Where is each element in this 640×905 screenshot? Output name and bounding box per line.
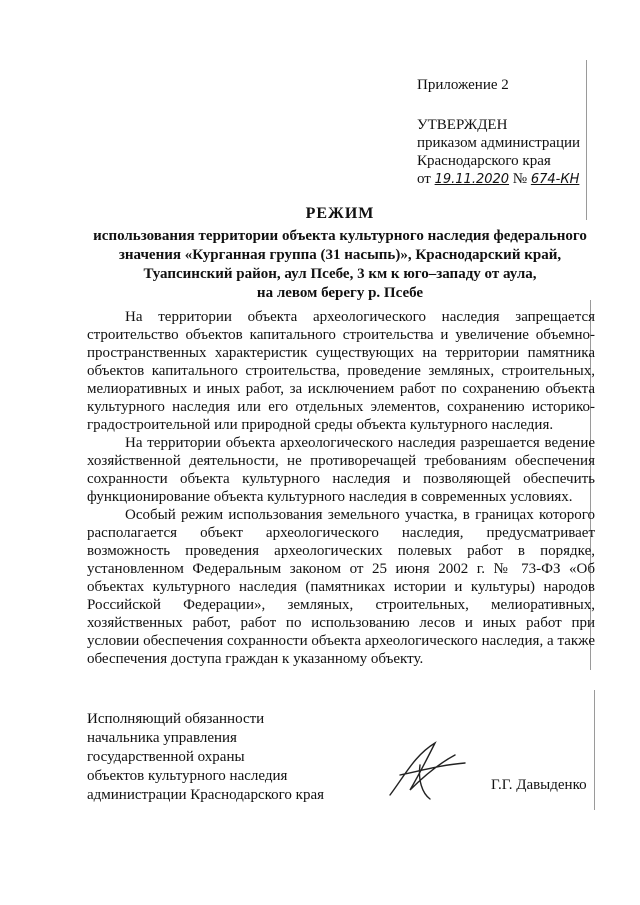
title-line: на левом берегу р. Псебе bbox=[256, 285, 424, 301]
approval-line: Краснодарского края bbox=[417, 153, 551, 169]
signature-line: администрации Краснодарского края bbox=[87, 787, 325, 803]
approval-block bbox=[417, 116, 632, 189]
scan-artifact-line bbox=[594, 690, 595, 810]
approval-heading: УТВЕРЖДЕН bbox=[417, 117, 508, 133]
approval-date-line bbox=[417, 170, 632, 189]
title-main: РЕЖИМ bbox=[305, 205, 375, 222]
from-label: от bbox=[417, 171, 431, 187]
signature-line: начальника управления bbox=[87, 730, 237, 746]
handwritten-signature bbox=[380, 735, 470, 805]
title-line: значения «Курганная группа (31 насыпь)», Краснодарский край, bbox=[118, 247, 562, 263]
signature-line: Исполняющий обязанности bbox=[87, 711, 265, 727]
number-label: № bbox=[512, 171, 528, 187]
paragraph: На территории объекта археологического наследия разрешается ведение хозяйственной деятельности, не противоречащей требованиям обеспечения сохранности объекта культурного наследия и позволяющей обеспечить функционирование объекта культурного наследия в современных условиях. bbox=[87, 435, 595, 505]
signature-line: государственной охраны bbox=[87, 749, 245, 765]
title-line: Туапсинский район, аул Псебе, 3 км к юго–западу от аула, bbox=[143, 266, 537, 282]
paragraph: На территории объекта археологического наследия запрещается строительство объектов капитального строительства и увеличение объемно-пространственных характеристик существующих на территории памятника объектов капитального строительства, проведение земляных, строительных, мелиоративных и иных работ, за исключением работ по сохранению объекта культурного наследия или его отдельных элементов, сохранению историко-градостроительной или природной среды объекта культурного наследия. bbox=[87, 309, 595, 433]
appendix-label: Приложение 2 bbox=[417, 77, 509, 93]
title-line: использования территории объекта культурного наследия федерального bbox=[93, 228, 587, 244]
paragraph: Особый режим использования земельного участка, в границах которого располагается объект археологического наследия, предусматривает возможность проведения археологических полевых работ в порядке, установленном Федеральным законом от 25 июня 2002 г. № 73-ФЗ «Об объектах культурного наследия (памятниках истории и культуры) народов Российской Федерации», земляных, строительных, мелиоративных, хозяйственных работ, работ по использованию лесов и иных работ при условии обеспечения сохранности объекта археологического наследия, а также обеспечения доступа граждан к указанному объекту. bbox=[87, 507, 595, 667]
signer-name: Г.Г. Давыденко bbox=[491, 777, 587, 793]
signature-block bbox=[87, 710, 324, 805]
body-text bbox=[87, 308, 595, 668]
handwritten-number: 674-КН bbox=[530, 172, 580, 187]
handwritten-date: 19.11.2020 bbox=[434, 172, 510, 187]
document-title bbox=[75, 204, 605, 303]
signature-line: объектов культурного наследия bbox=[87, 768, 288, 784]
approval-line: приказом администрации bbox=[417, 135, 581, 151]
